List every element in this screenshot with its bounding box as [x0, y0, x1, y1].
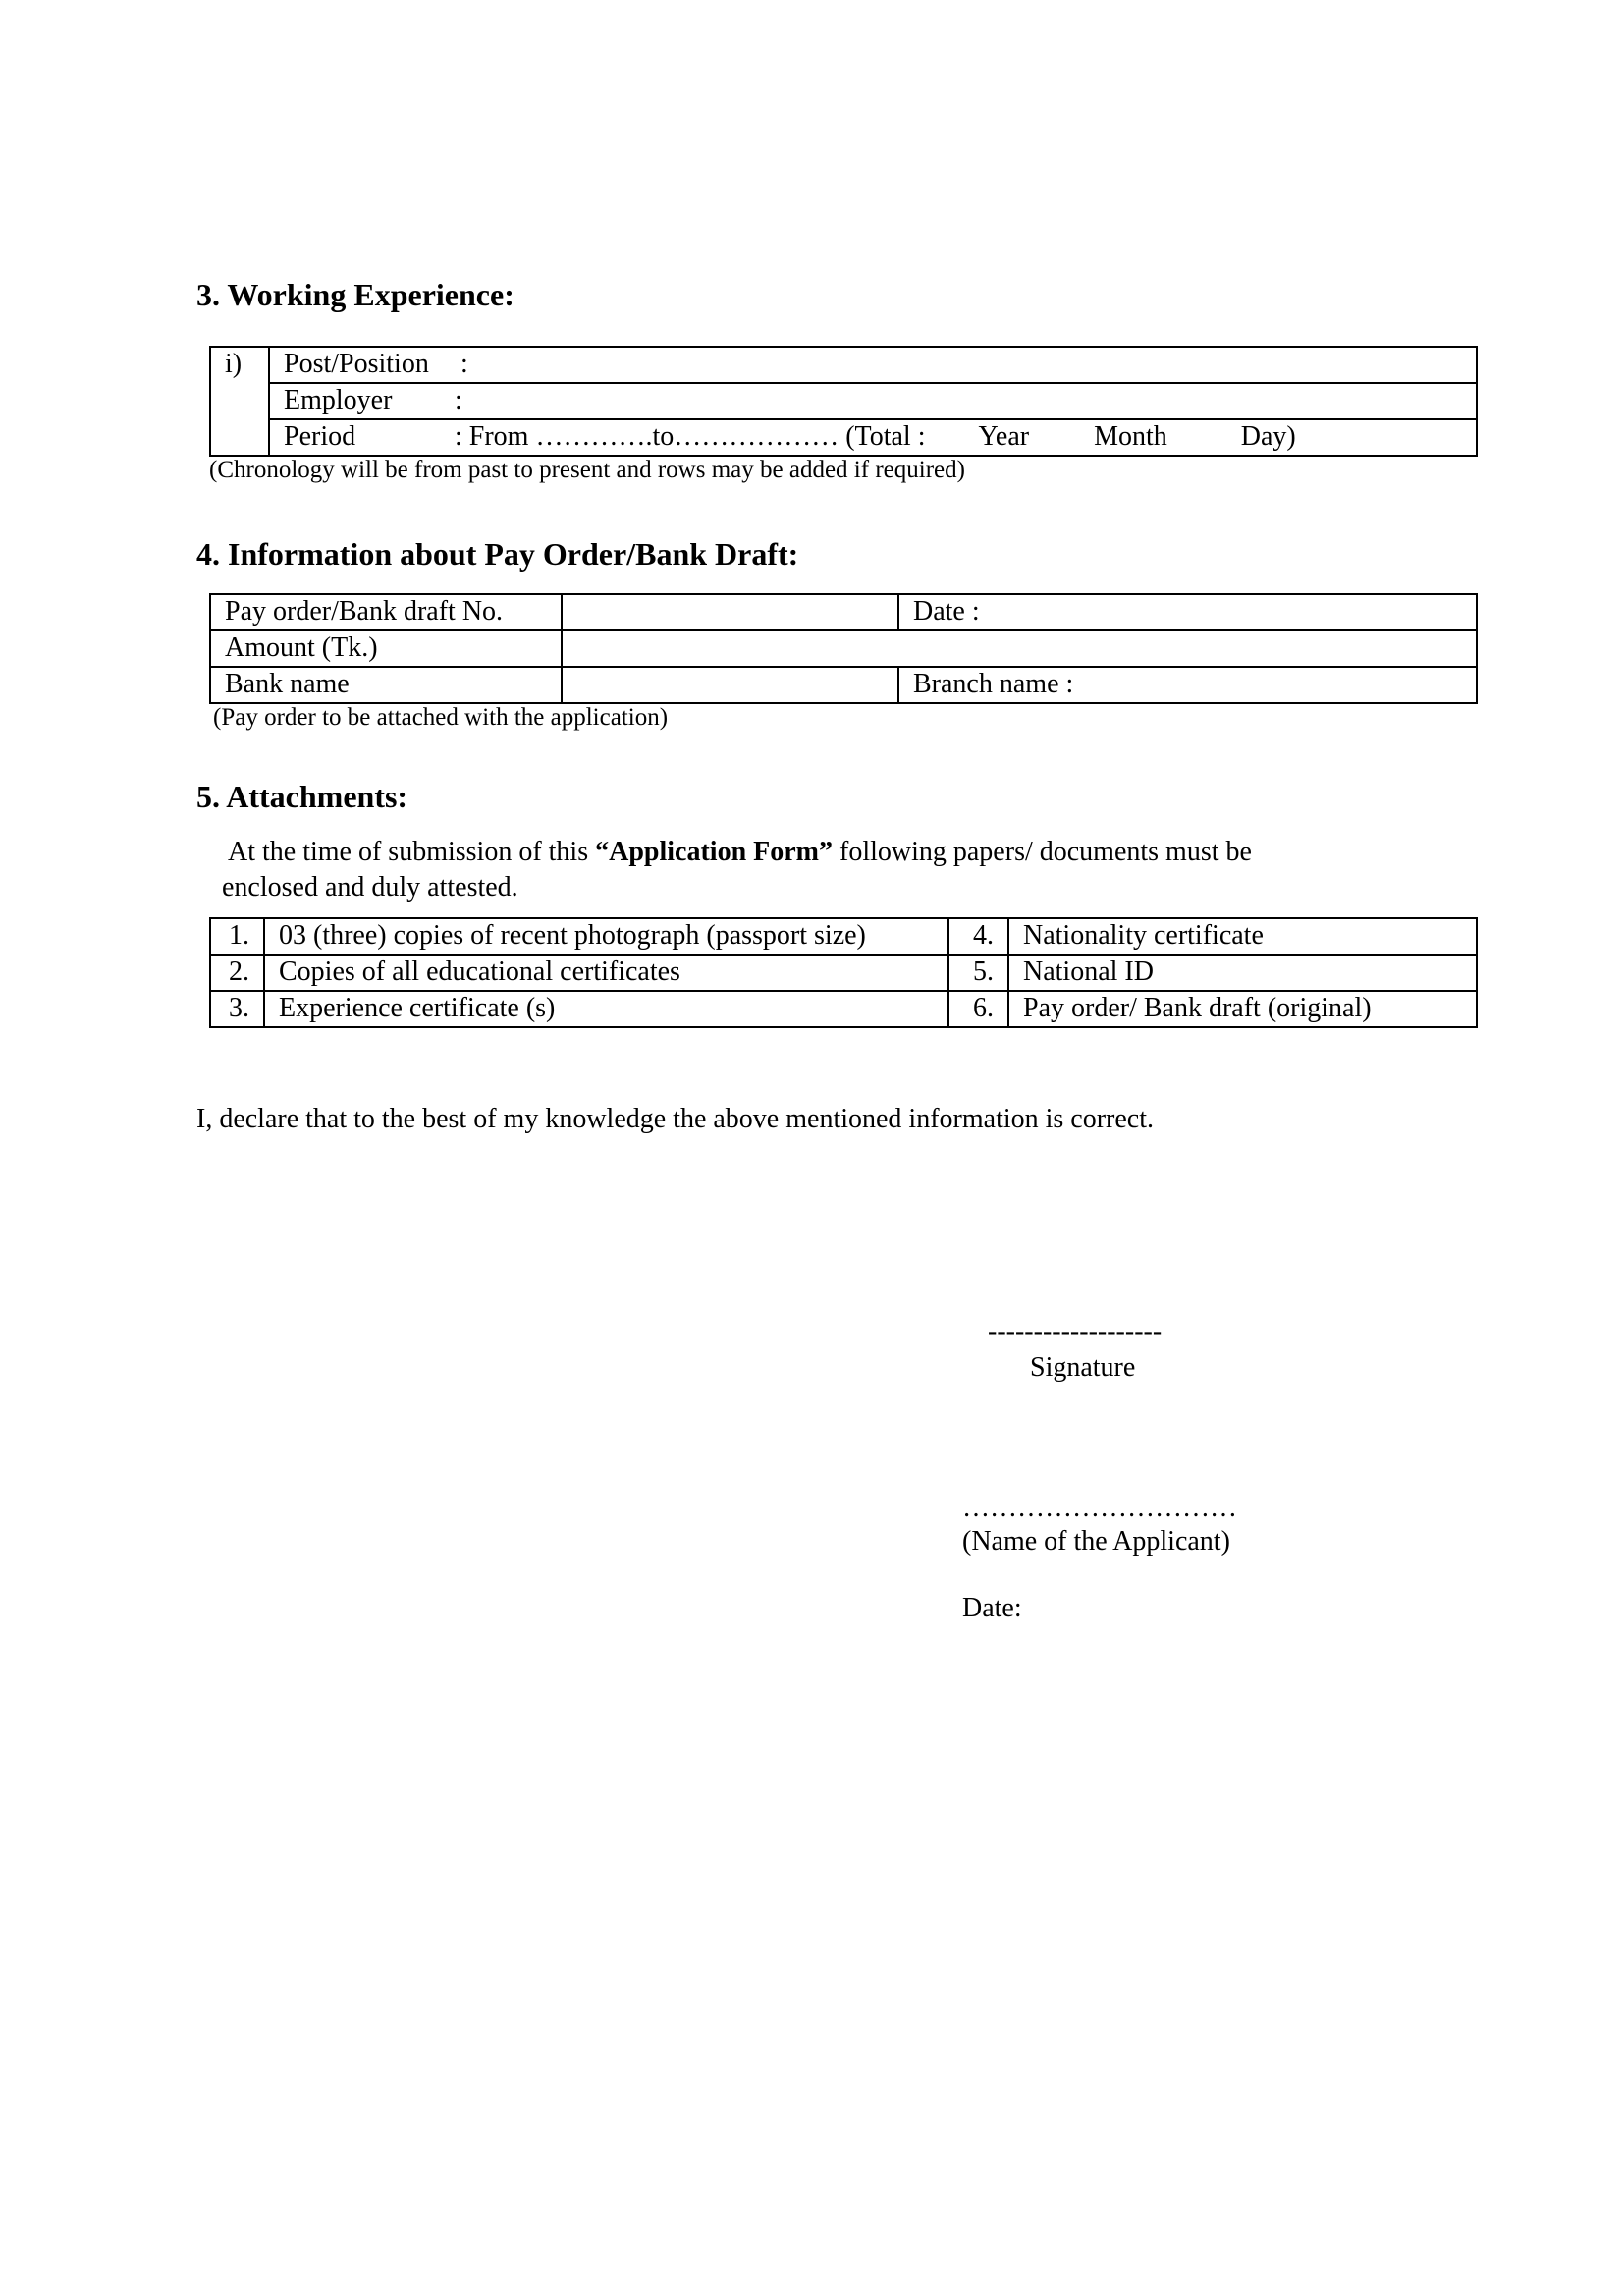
- attachment-text: Pay order/ Bank draft (original): [1008, 991, 1477, 1027]
- attachments-table: [209, 917, 1478, 1028]
- row-index: i): [210, 347, 269, 456]
- bank-name-cell[interactable]: [562, 667, 898, 703]
- signature-label: Signature: [1030, 1352, 1136, 1383]
- attachment-row: [210, 991, 1477, 1027]
- pay-order-table: [209, 593, 1478, 704]
- period-month: Month: [1094, 421, 1167, 452]
- working-experience-table: [209, 346, 1478, 457]
- post-position-field[interactable]: [269, 347, 1477, 383]
- employer-field[interactable]: [269, 383, 1477, 419]
- attachment-number: 4.: [948, 918, 1008, 955]
- declaration-text: I, declare that to the best of my knowledge the above mentioned information is correct.: [196, 1104, 1155, 1134]
- period-text: : From ………….to……………… (Total :: [455, 421, 926, 452]
- attachment-number: 5.: [948, 955, 1008, 991]
- employer-label: Employer: [284, 385, 393, 415]
- signature-line[interactable]: -------------------: [988, 1316, 1163, 1346]
- attachment-text: Copies of all educational certificates: [264, 955, 948, 991]
- period-label: Period: [284, 421, 356, 452]
- attachment-number: 6.: [948, 991, 1008, 1027]
- attachment-row: [210, 918, 1477, 955]
- pay-order-number-cell[interactable]: [562, 594, 898, 630]
- section-4-heading: 4. Information about Pay Order/Bank Draft:: [196, 536, 799, 572]
- attachment-number: 3.: [210, 991, 264, 1027]
- applicant-name-label: (Name of the Applicant): [962, 1526, 1230, 1557]
- post-position-colon: :: [460, 349, 468, 379]
- applicant-name-dots[interactable]: …………………………: [962, 1493, 1237, 1523]
- chronology-note: (Chronology will be from past to present and rows may be added if required): [209, 457, 965, 483]
- pay-order-date-cell[interactable]: Date :: [898, 594, 1477, 630]
- section-5-heading: 5. Attachments:: [196, 779, 408, 814]
- amount-label: Amount (Tk.): [210, 630, 562, 667]
- intro-text-after: following papers/ documents must be: [833, 837, 1252, 867]
- attachment-text: 03 (three) copies of recent photograph (passport size): [264, 918, 948, 955]
- attachment-text: Experience certificate (s): [264, 991, 948, 1027]
- post-position-label: Post/Position: [284, 349, 429, 379]
- pay-order-note: (Pay order to be attached with the application): [213, 704, 669, 731]
- period-year: Year: [978, 421, 1030, 452]
- employer-colon: :: [455, 385, 462, 415]
- section-3-heading: 3. Working Experience:: [196, 277, 514, 312]
- amount-cell[interactable]: [562, 630, 1477, 667]
- attachment-text: Nationality certificate: [1008, 918, 1477, 955]
- pay-order-label: Pay order/Bank draft No.: [210, 594, 562, 630]
- applicant-date-label[interactable]: Date:: [962, 1593, 1022, 1623]
- branch-name-cell[interactable]: Branch name :: [898, 667, 1477, 703]
- attachment-text: National ID: [1008, 955, 1477, 991]
- period-day: Day): [1240, 421, 1296, 452]
- attachment-number: 1.: [210, 918, 264, 955]
- attachment-row: [210, 955, 1477, 991]
- attachments-intro: [228, 837, 1252, 868]
- intro-text-bold: “Application Form”: [595, 837, 833, 867]
- period-field[interactable]: [269, 419, 1477, 456]
- attachments-intro-line2: enclosed and duly attested.: [222, 872, 518, 902]
- attachment-number: 2.: [210, 955, 264, 991]
- intro-text-before: At the time of submission of this: [228, 837, 596, 867]
- bank-name-label: Bank name: [210, 667, 562, 703]
